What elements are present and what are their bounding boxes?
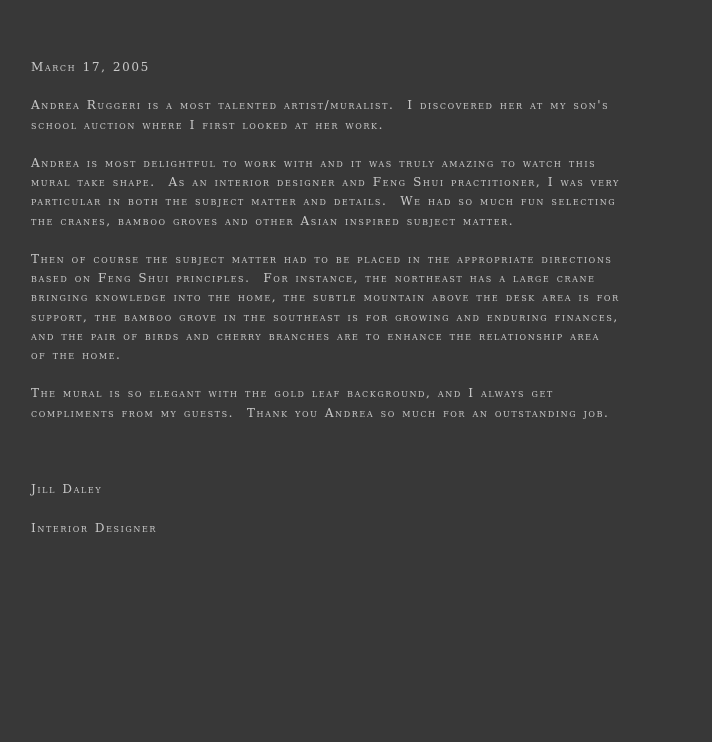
letter-paragraph-1: Andrea Ruggeri is a most talented artist/muralist. I discovered her at my son's school auction where I first looked at her work. bbox=[31, 98, 616, 132]
letter-paragraph-4: The mural is so elegant with the gold leaf background, and I always get compliments from my guests. Thank you Andrea so much for an outstanding job. bbox=[31, 386, 610, 420]
signature-title: Interior Designer bbox=[31, 520, 158, 535]
letter-date: March 17, 2005 bbox=[31, 60, 150, 74]
signature-name: Jill Daley bbox=[31, 482, 103, 497]
testimonial-letter bbox=[31, 58, 627, 538]
letter-paragraph-3: Then of course the subject matter had to be placed in the appropriate directions based on Feng Shui principles. For instance, the northeast has a large crane bringing knowledge into the home, the subtle mountain above the desk area is for support, the bamboo grove in the southeast is for growing and enduring finances, and the pair of birds and cherry branches are to enhance the relationship area of the home. bbox=[31, 251, 627, 362]
letter-paragraph-2: Andrea is most delightful to work with and it was truly amazing to watch this mural take shape. As an interior designer and Feng Shui practitioner, I was very particular in both the subject matter and details. We had so much fun selecting the cranes, bamboo groves and other Asian inspired subject matter. bbox=[31, 155, 627, 228]
